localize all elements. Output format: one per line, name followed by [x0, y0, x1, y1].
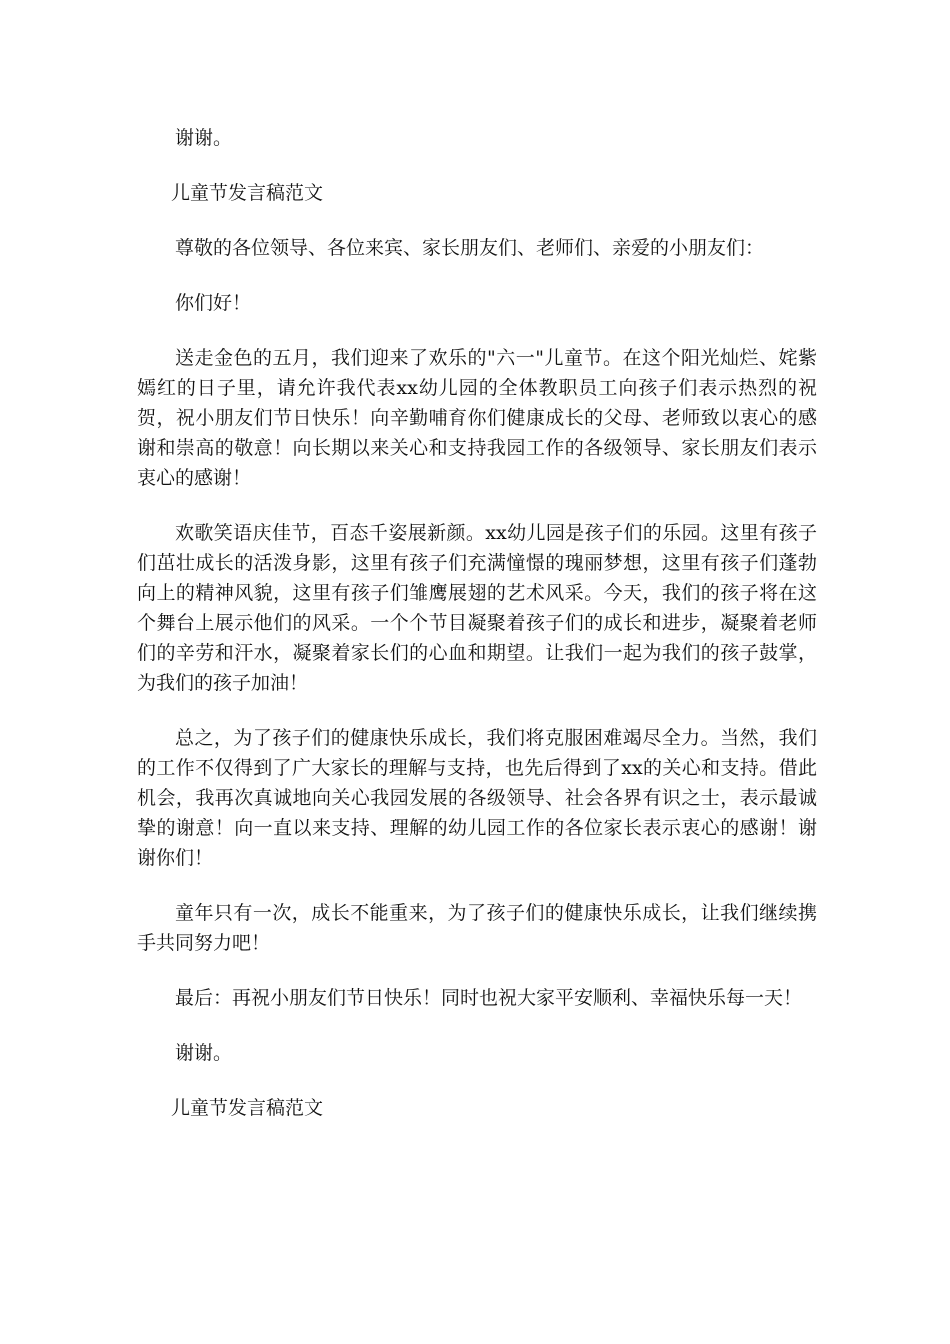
closing-thanks: 谢谢。	[175, 1042, 233, 1064]
salutation: 尊敬的各位领导、各位来宾、家长朋友们、老师们、亲爱的小朋友们：	[175, 237, 765, 259]
body-paragraph: 最后：再祝小朋友们节日快乐！同时也祝大家平安顺利、幸福快乐每一天！	[175, 987, 803, 1009]
body-paragraph: 童年只有一次，成长不能重来，为了孩子们的健康快乐成长，让我们继续携手共同努力吧！	[137, 902, 817, 954]
closing-thanks: 谢谢。	[175, 127, 233, 149]
body-paragraph: 欢歌笑语庆佳节，百态千姿展新颜。xx幼儿园是孩子们的乐园。这里有孩子们茁壮成长的活泼身影，这里有孩子们充满憧憬的瑰丽梦想，这里有孩子们蓬勃向上的精神风貌，这里有孩子们雏鹰展翅的艺术风采。今天，我们的孩子将在这个舞台上展示他们的风采。一个个节目凝聚着孩子们的成长和进步，凝聚着老师们的辛劳和汗水，凝聚着家长们的心血和期望。让我们一起为我们的孩子鼓掌，为我们的孩子加油！	[137, 522, 817, 694]
document-body	[137, 123, 817, 1148]
body-paragraph: 送走金色的五月，我们迎来了欢乐的"六一"儿童节。在这个阳光灿烂、姹紫嫣红的日子里，请允许我代表xx幼儿园的全体教职员工向孩子们表示热烈的祝贺，祝小朋友们节日快乐！向辛勤哺育你们健康成长的父母、老师致以衷心的感谢和崇高的敬意！向长期以来关心和支持我园工作的各级领导、家长朋友们表示衷心的感谢！	[137, 347, 817, 489]
body-paragraph: 总之，为了孩子们的健康快乐成长，我们将克服困难竭尽全力。当然，我们的工作不仅得到了广大家长的理解与支持，也先后得到了xx的关心和支持。借此机会，我再次真诚地向关心我园发展的各级领导、社会各界有识之士，表示最诚挚的谢意！向一直以来支持、理解的幼儿园工作的各位家长表示衷心的感谢！谢谢你们！	[137, 727, 817, 869]
section-heading: 儿童节发言稿范文	[171, 182, 324, 204]
greeting: 你们好！	[175, 292, 252, 314]
section-heading: 儿童节发言稿范文	[171, 1097, 324, 1119]
